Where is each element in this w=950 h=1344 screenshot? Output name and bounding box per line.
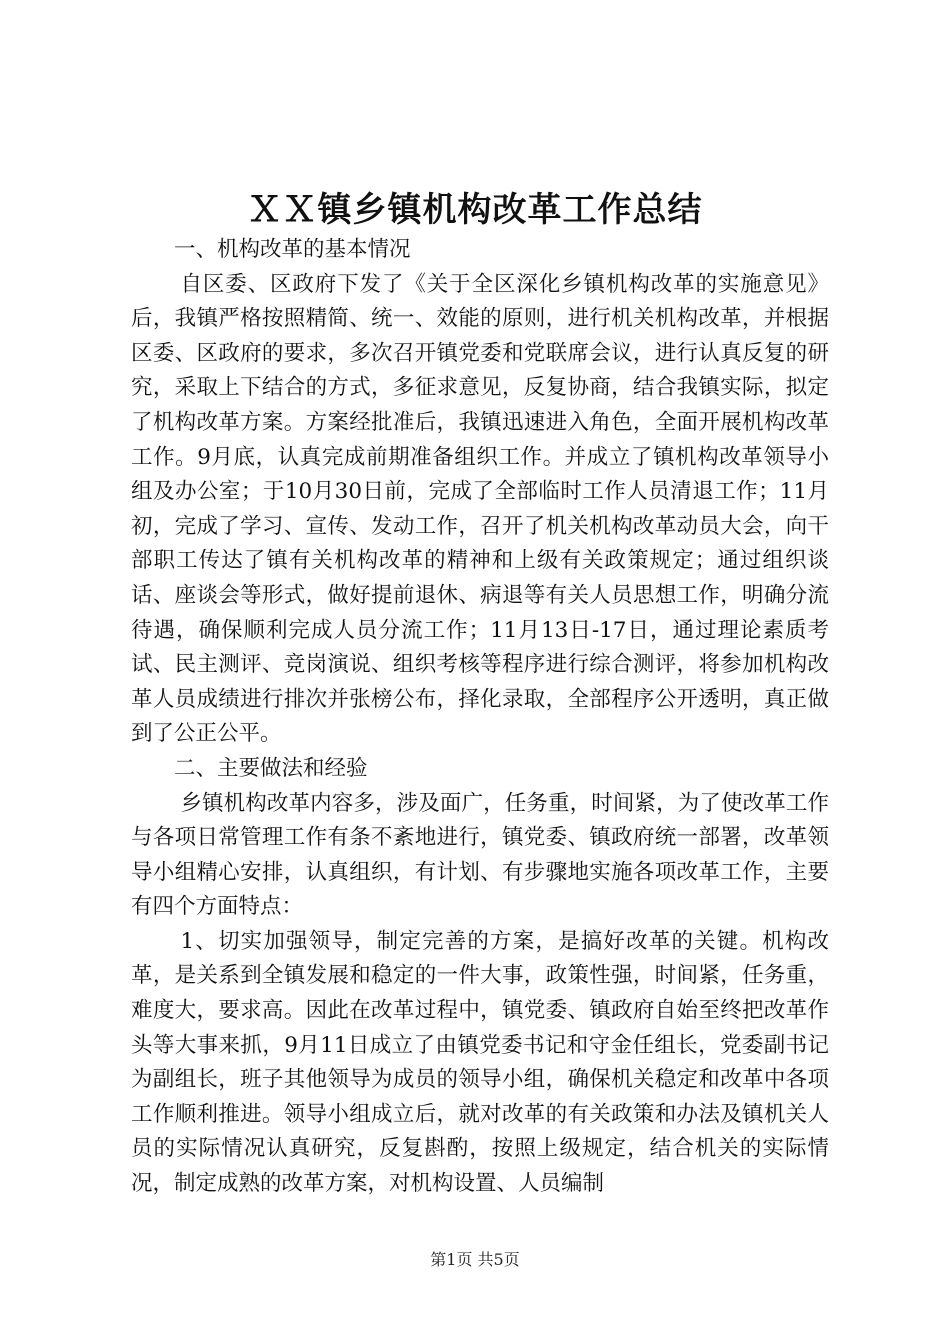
body-paragraph: 乡镇机构改革内容多，涉及面广，任务重，时间紧，为了使改革工作与各项日常管理工作有条不紊地进行，镇党委、镇政府统一部署，改革领导小组精心安排，认真组织，有计划、有步骤地实施各项改革工作，主要有四个方面特点： — [131, 790, 829, 920]
document-body — [131, 233, 829, 1202]
page-footer: 第1页 共5页 — [430, 1250, 520, 1269]
section-heading: 一、机构改革的基本情况 — [174, 237, 411, 262]
body-paragraph: 1、切实加强领导，制定完善的方案，是搞好改革的关键。机构改革，是关系到全镇发展和稳定的一件大事，政策性强，时间紧，任务重，难度大，要求高。因此在改革过程中，镇党委、镇政府自始至终把改革作头等大事来抓，9月11日成立了由镇党委书记和守金任组长，党委副书记为副组长，班子其他领导为成员的领导小组，确保机关稳定和改革中各项工作顺利推进。领导小组成立后，就对改革的有关政策和办法及镇机关人员的实际情况认真研究，反复斟酌，按照上级规定，结合机关的实际情况，制定成熟的改革方案，对机构设置、人员编制 — [131, 928, 829, 1197]
section-heading: 二、主要做法和经验 — [174, 755, 368, 781]
document-title: ＸＸ镇乡镇机构改革工作总结 — [247, 190, 703, 230]
body-paragraph: 自区委、区政府下发了《关于全区深化乡镇机构改革的实施意见》后，我镇严格按照精简、统一、效能的原则，进行机关机构改革，并根据区委、区政府的要求，多次召开镇党委和党联席会议，进行认真反复的研究，采取上下结合的方式，多征求意见，反复协商，结合我镇实际，拟定了机构改革方案。方案经批准后，我镇迅速进入角色，全面开展机构改革工作。9月底，认真完成前期准备组织工作。并成立了镇机构改革领导小组及办公室；于10月30日前，完成了全部临时工作人员清退工作；11月初，完成了学习、宣传、发动工作，召开了机关机构改革动员大会，向干部职工传达了镇有关机构改革的精神和上级有关政策规定；通过组织谈话、座谈会等形式，做好提前退休、病退等有关人员思想工作，明确分流待遇，确保顺利完成人员分流工作；11月13日-17日，通过理论素质考试、民主测评、竞岗演说、组织考核等程序进行综合测评，将参加机构改革人员成绩进行排次并张榜公布，择化录取，全部程序公开透明，真正做到了公正公平。 — [131, 271, 829, 747]
